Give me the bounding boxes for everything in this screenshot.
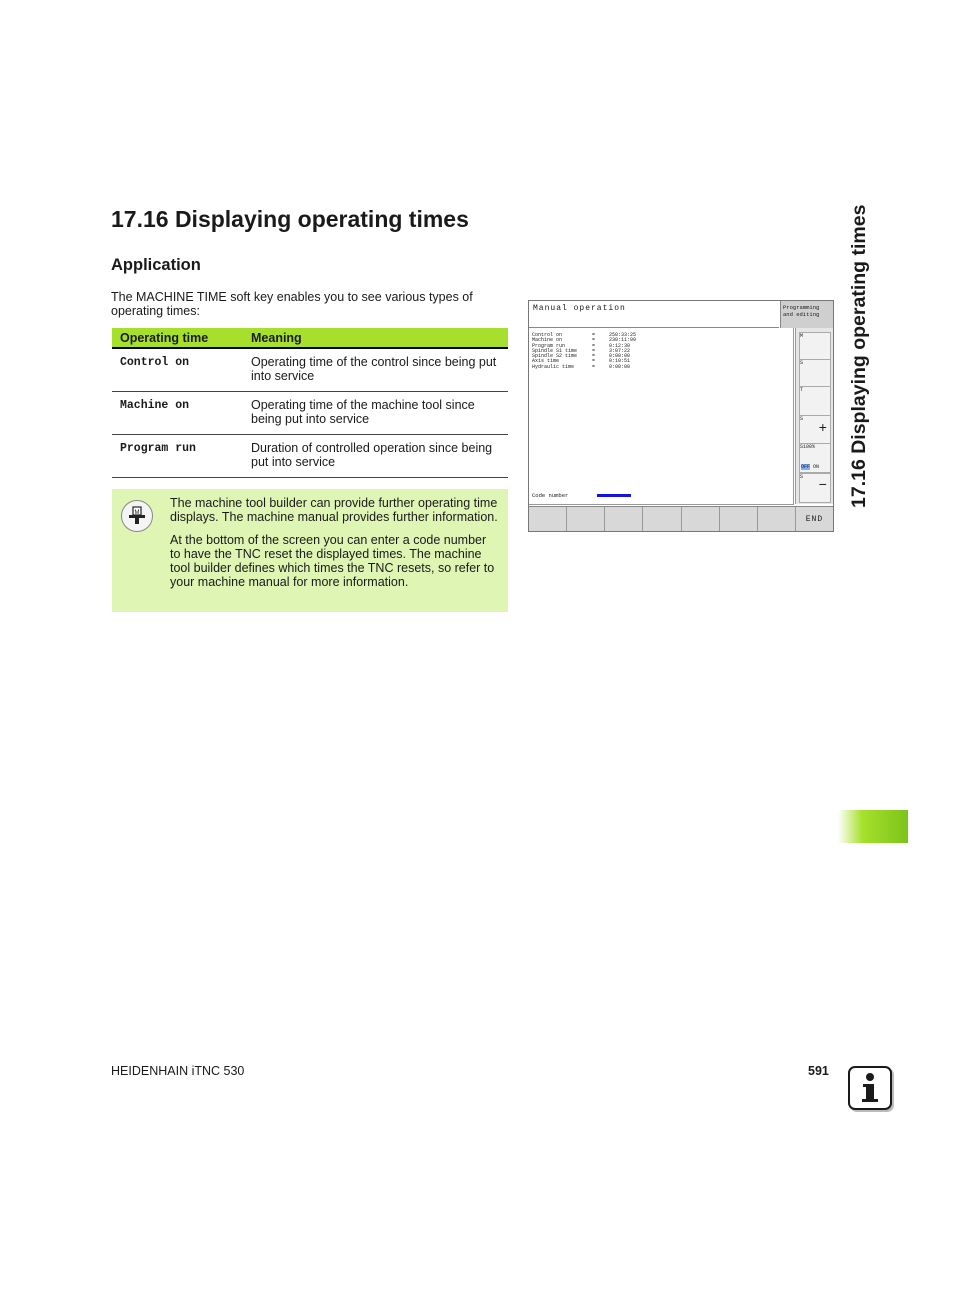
- side-key-label: S100%: [800, 444, 816, 450]
- note-box: [112, 489, 508, 612]
- operating-time-meaning: Duration of controlled operation since being put into service: [243, 435, 508, 478]
- list-item: Control on = 250:33:25: [532, 332, 637, 338]
- list-item: Axis time = 0:10:51: [532, 358, 631, 365]
- softkey[interactable]: [720, 507, 758, 531]
- list-item: Machine on = 230:11:09: [532, 337, 637, 344]
- operating-time-meaning: Operating time of the machine tool since being put into service: [243, 392, 508, 435]
- side-key-label: S: [800, 474, 804, 480]
- time-value: 3:07:22: [609, 347, 631, 354]
- screen-mode-secondary: [780, 301, 833, 328]
- side-softkey-m[interactable]: [799, 332, 831, 362]
- time-label: Hydraulic time: [532, 363, 575, 370]
- on-label: ON: [813, 464, 820, 470]
- page-number: 591: [808, 1064, 829, 1078]
- operating-time-meaning: Operating time of the control since being put into service: [243, 348, 508, 392]
- note-paragraph: The machine tool builder can provide further operating time displays. The machine manual provides further information.: [170, 496, 498, 525]
- softkey[interactable]: [682, 507, 720, 531]
- time-value: 0:00:00: [609, 363, 631, 370]
- tnc-screenshot: [528, 300, 834, 532]
- header-meaning: Meaning: [243, 328, 508, 348]
- machine-time-list: [532, 333, 636, 370]
- time-value: 230:11:09: [609, 337, 637, 344]
- minus-icon: −: [818, 478, 827, 494]
- time-value: 0:10:51: [609, 358, 631, 365]
- softkey-row: [529, 506, 833, 531]
- list-item: Spindle S1 time = 3:07:22: [532, 347, 631, 354]
- time-label: Machine on: [532, 337, 563, 344]
- side-key-label: T: [800, 387, 804, 393]
- softkey[interactable]: [567, 507, 605, 531]
- side-key-label: M: [800, 333, 804, 339]
- softkey[interactable]: [643, 507, 681, 531]
- page-title: 17.16 Displaying operating times: [111, 206, 469, 232]
- operating-time-name: Program run: [112, 435, 243, 478]
- side-key-label: S: [800, 360, 804, 366]
- operating-time-name: Control on: [112, 348, 243, 392]
- table-row: [112, 392, 508, 435]
- end-softkey[interactable]: END: [805, 514, 824, 524]
- time-value: 0:12:30: [609, 342, 631, 349]
- side-running-title: 17.16 Displaying operating times: [848, 204, 870, 508]
- intro-text: The MACHINE TIME soft key enables you to see various types of operating times:: [111, 290, 473, 318]
- chapter-tab: [838, 810, 908, 843]
- machine-builder-icon: [121, 500, 153, 532]
- mode-label: and editing: [783, 311, 820, 318]
- info-icon: [848, 1066, 892, 1110]
- time-label: Spindle S2 time: [532, 353, 578, 360]
- time-label: Program run: [532, 342, 566, 349]
- screen-mode-title: Manual operation: [529, 301, 779, 328]
- softkey[interactable]: [605, 507, 643, 531]
- list-item: Program run = 0:12:30: [532, 342, 631, 349]
- list-item: Hydraulic time = 0:00:00: [532, 363, 631, 370]
- operating-times-table: [112, 328, 508, 478]
- plus-icon: +: [818, 421, 827, 437]
- time-value: 250:33:25: [609, 332, 637, 338]
- mode-label: Programming: [783, 304, 820, 311]
- side-softkey-bar: [795, 328, 833, 504]
- side-softkey-s-plus[interactable]: [799, 415, 831, 445]
- operating-time-name: Machine on: [112, 392, 243, 435]
- svg-text:M: M: [134, 510, 140, 516]
- side-key-label: S: [800, 416, 804, 422]
- time-label: Control on: [532, 332, 563, 338]
- code-number-label: Code number: [532, 492, 569, 499]
- table-header-row: [112, 328, 508, 348]
- time-label: Axis time: [532, 358, 560, 365]
- header-operating-time: Operating time: [112, 328, 243, 348]
- side-softkey-s-minus[interactable]: [799, 473, 831, 503]
- side-softkey-s[interactable]: [799, 359, 831, 389]
- time-label: Spindle S1 time: [532, 347, 578, 354]
- side-softkey-spindle-override[interactable]: [799, 443, 831, 473]
- note-paragraph: At the bottom of the screen you can enter a code number to have the TNC reset the displayed times. The machine tool builder defines which times the TNC resets, so refer to your machine manual for more information.: [170, 532, 495, 590]
- time-value: 0:00:00: [609, 353, 631, 360]
- side-softkey-t[interactable]: [799, 386, 831, 416]
- table-row: [112, 348, 508, 392]
- softkey[interactable]: [758, 507, 796, 531]
- footer-product: HEIDENHAIN iTNC 530: [111, 1064, 245, 1078]
- section-heading: Application: [111, 256, 201, 274]
- table-row: [112, 435, 508, 478]
- code-number-input[interactable]: [597, 494, 631, 497]
- softkey[interactable]: [529, 507, 567, 531]
- off-label: OFF: [801, 464, 811, 470]
- list-item: Spindle S2 time = 0:00:00: [532, 353, 631, 360]
